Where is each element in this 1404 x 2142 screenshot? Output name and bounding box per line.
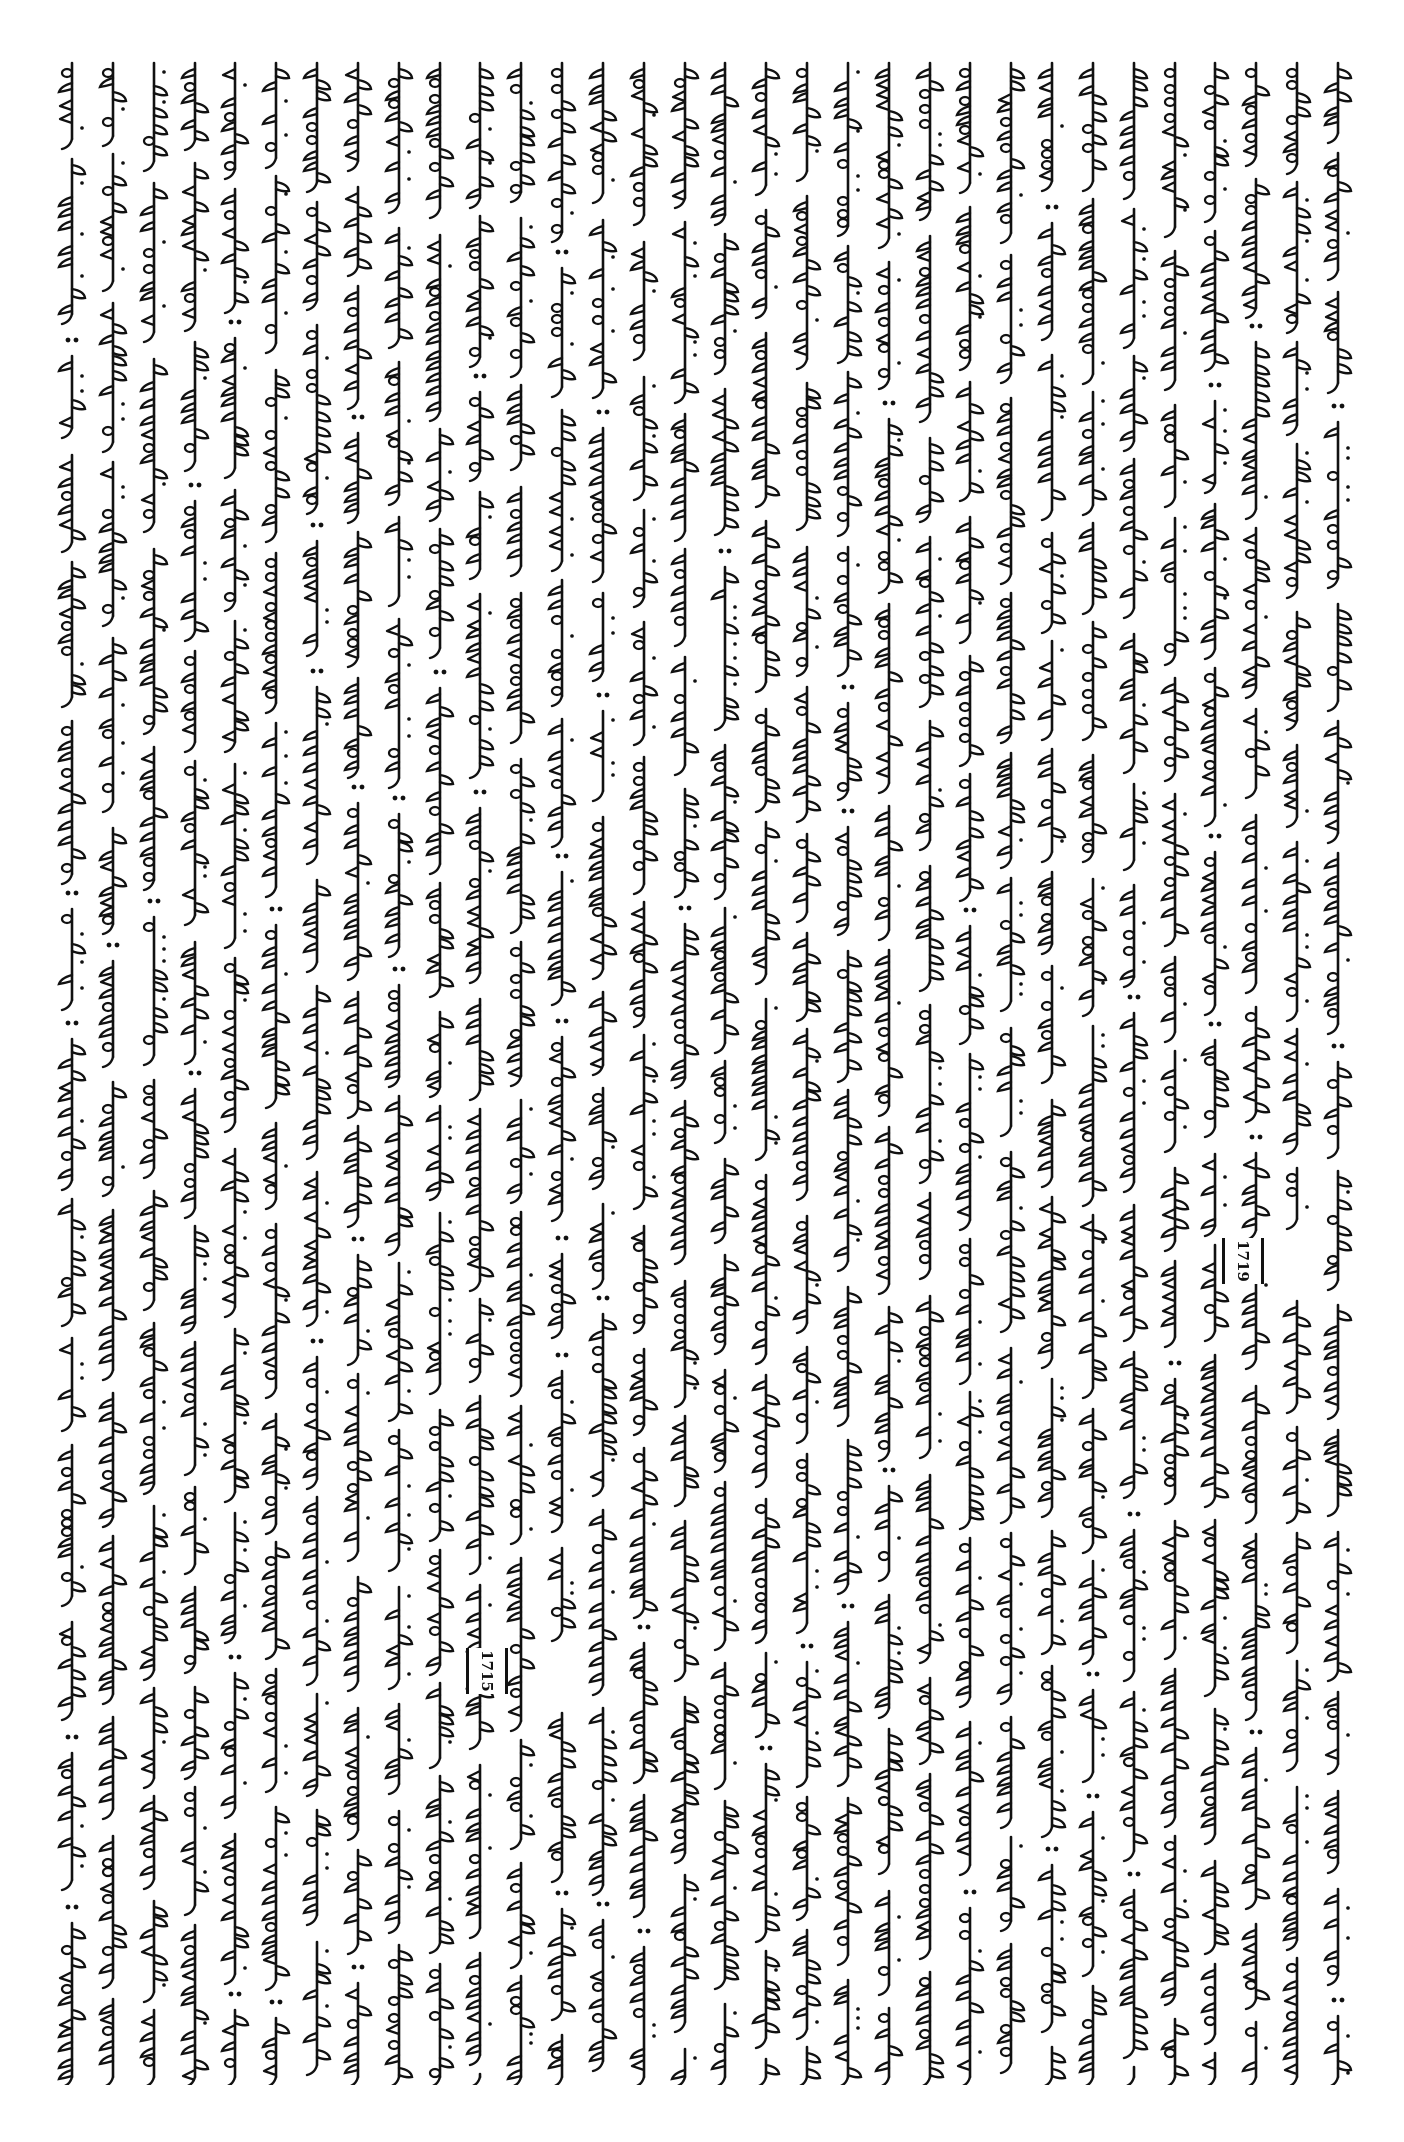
text-column xyxy=(953,55,987,2085)
text-column-glyphs xyxy=(1198,55,1232,2085)
text-column-glyphs xyxy=(872,55,906,2085)
text-column-glyphs xyxy=(545,55,579,2085)
text-column-glyphs xyxy=(586,55,620,2085)
text-column-glyphs xyxy=(953,55,987,2085)
text-column xyxy=(463,55,497,2085)
text-column-glyphs xyxy=(1280,55,1314,2085)
text-column-glyphs xyxy=(627,55,661,2085)
text-column xyxy=(55,55,89,2085)
text-column xyxy=(178,55,212,2085)
text-column xyxy=(300,55,334,2085)
text-column xyxy=(790,55,824,2085)
text-column-glyphs xyxy=(423,55,457,2085)
text-column-glyphs xyxy=(749,55,783,2085)
text-column xyxy=(1280,55,1314,2085)
text-column-glyphs xyxy=(1035,55,1069,2085)
text-column-glyphs xyxy=(831,55,865,2085)
text-column xyxy=(994,55,1028,2085)
text-column xyxy=(382,55,416,2085)
text-column-glyphs xyxy=(668,55,702,2085)
page-marker-label: 1715 xyxy=(478,1650,496,1692)
text-column-glyphs xyxy=(708,55,742,2085)
text-column xyxy=(137,55,171,2085)
text-column-glyphs xyxy=(259,55,293,2085)
text-column-glyphs xyxy=(178,55,212,2085)
text-column xyxy=(1158,55,1192,2085)
text-column-glyphs xyxy=(1321,55,1355,2085)
page-marker-label: 1719 xyxy=(1234,1240,1252,1282)
text-column-glyphs xyxy=(1117,55,1151,2085)
text-column xyxy=(1239,55,1273,2085)
page-marker-1715 xyxy=(466,1648,508,1694)
text-column xyxy=(545,55,579,2085)
text-column xyxy=(913,55,947,2085)
text-column xyxy=(218,55,252,2085)
text-column xyxy=(872,55,906,2085)
text-column xyxy=(341,55,375,2085)
text-column-glyphs xyxy=(55,55,89,2085)
text-column xyxy=(586,55,620,2085)
text-column xyxy=(1321,55,1355,2085)
manchu-text-block xyxy=(55,55,1355,2085)
text-column xyxy=(504,55,538,2085)
text-column xyxy=(1117,55,1151,2085)
text-column-glyphs xyxy=(1076,55,1110,2085)
text-column xyxy=(749,55,783,2085)
text-column-glyphs xyxy=(790,55,824,2085)
text-column-glyphs xyxy=(913,55,947,2085)
text-column xyxy=(259,55,293,2085)
page-marker-1719 xyxy=(1222,1238,1264,1284)
text-column xyxy=(668,55,702,2085)
text-column-glyphs xyxy=(137,55,171,2085)
text-column-glyphs xyxy=(96,55,130,2085)
text-column xyxy=(831,55,865,2085)
text-column-glyphs xyxy=(463,55,497,2085)
text-column-glyphs xyxy=(300,55,334,2085)
text-column xyxy=(423,55,457,2085)
text-column-glyphs xyxy=(341,55,375,2085)
text-column-glyphs xyxy=(504,55,538,2085)
text-column xyxy=(627,55,661,2085)
text-column-glyphs xyxy=(218,55,252,2085)
text-column xyxy=(1198,55,1232,2085)
text-column xyxy=(1076,55,1110,2085)
text-column-glyphs xyxy=(382,55,416,2085)
text-column-glyphs xyxy=(994,55,1028,2085)
text-column xyxy=(1035,55,1069,2085)
text-column-glyphs xyxy=(1158,55,1192,2085)
text-column xyxy=(708,55,742,2085)
text-column-glyphs xyxy=(1239,55,1273,2085)
text-column xyxy=(96,55,130,2085)
